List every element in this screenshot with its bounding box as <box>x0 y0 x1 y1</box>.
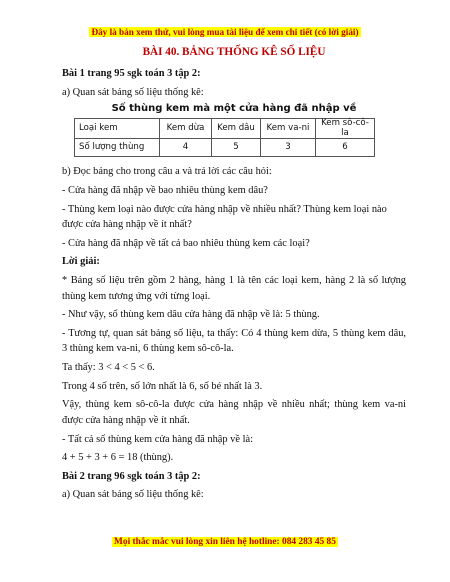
solution-label: Lời giải: <box>62 256 100 268</box>
preview-notice-banner <box>0 27 450 38</box>
table-cell: Số lượng thùng <box>75 139 160 157</box>
solution-line: - Tất cả số thùng kem cửa hàng đã nhập về là: <box>62 433 253 445</box>
table-cell: 4 <box>160 139 212 157</box>
exercise-2-intro: a) Quan sát bảng số liệu thống kê: <box>62 489 204 501</box>
question-item: - Cửa hàng đã nhập về bao nhiêu thùng kem dâu? <box>62 184 268 196</box>
question-item: - Cửa hàng đã nhập về tất cả bao nhiêu thùng kem các loại? <box>62 237 310 249</box>
solution-line: Vậy, thùng kem sô-cô-la được cửa hàng nhập về nhiều nhất; thùng kem va-ni được cửa hàng nhập về ít nhất. <box>62 399 406 426</box>
question-b-intro: b) Đọc bảng cho trong câu a và trả lời các câu hỏi: <box>62 166 272 178</box>
table-cell: Kem dừa <box>160 119 212 139</box>
table-cell: 3 <box>261 139 316 157</box>
solution-line: * Bảng số liệu trên gồm 2 hàng, hàng 1 là tên các loại kem, hàng 2 là số lượng thùng kem tương ứng với từng loại. <box>62 275 406 302</box>
solution-line: Trong 4 số trên, số lớn nhất là 6, số bé nhất là 3. <box>62 380 263 392</box>
exercise-1-heading: Bài 1 trang 95 sgk toán 3 tập 2: <box>62 68 201 80</box>
table-cell: Kem dâu <box>212 119 261 139</box>
table-cell: Kem sô-cô-la <box>316 119 375 139</box>
lesson-title: BÀI 40. BẢNG THỐNG KÊ SỐ LIỆU <box>142 46 326 58</box>
solution-line: Ta thấy: 3 < 4 < 5 < 6. <box>62 362 155 374</box>
table-cell: 5 <box>212 139 261 157</box>
table-data-row <box>75 139 375 157</box>
hotline-footer <box>0 537 450 548</box>
table-header-row <box>75 119 375 139</box>
table-caption: Số thùng kem mà một cửa hàng đã nhập về <box>111 103 357 115</box>
exercise-2-heading: Bài 2 trang 96 sgk toán 3 tập 2: <box>62 470 201 482</box>
solution-line: 4 + 5 + 3 + 6 = 18 (thùng). <box>62 452 174 464</box>
question-item: - Thùng kem loại nào được cửa hàng nhập về nhiều nhất? Thùng kem loại nào được cửa hàng nhập về ít nhất? <box>62 203 387 231</box>
preview-notice-text: Đây là bản xem thử, vui lòng mua tài liệu để xem chi tiết (có lời giải) <box>91 27 359 37</box>
solution-line: - Tương tự, quan sát bảng số liệu, ta thấy: Có 4 thùng kem dừa, 5 thùng kem dâu, 3 thùng kem va-ni, 6 thùng kem sô-cô-la. <box>62 327 406 355</box>
table-cell: 6 <box>316 139 375 157</box>
document-body <box>62 44 406 503</box>
ice-cream-stats-table <box>74 118 375 157</box>
table-cell: Loại kem <box>75 119 160 139</box>
hotline-text: Mọi thắc mắc vui lòng xin liên hệ hotline: 084 283 45 85 <box>114 537 336 547</box>
table-cell: Kem va-ni <box>261 119 316 139</box>
exercise-1-intro: a) Quan sát bảng số liệu thống kê: <box>62 86 204 98</box>
solution-line: - Như vậy, số thùng kem dâu cửa hàng đã nhập về là: 5 thùng. <box>62 309 320 321</box>
